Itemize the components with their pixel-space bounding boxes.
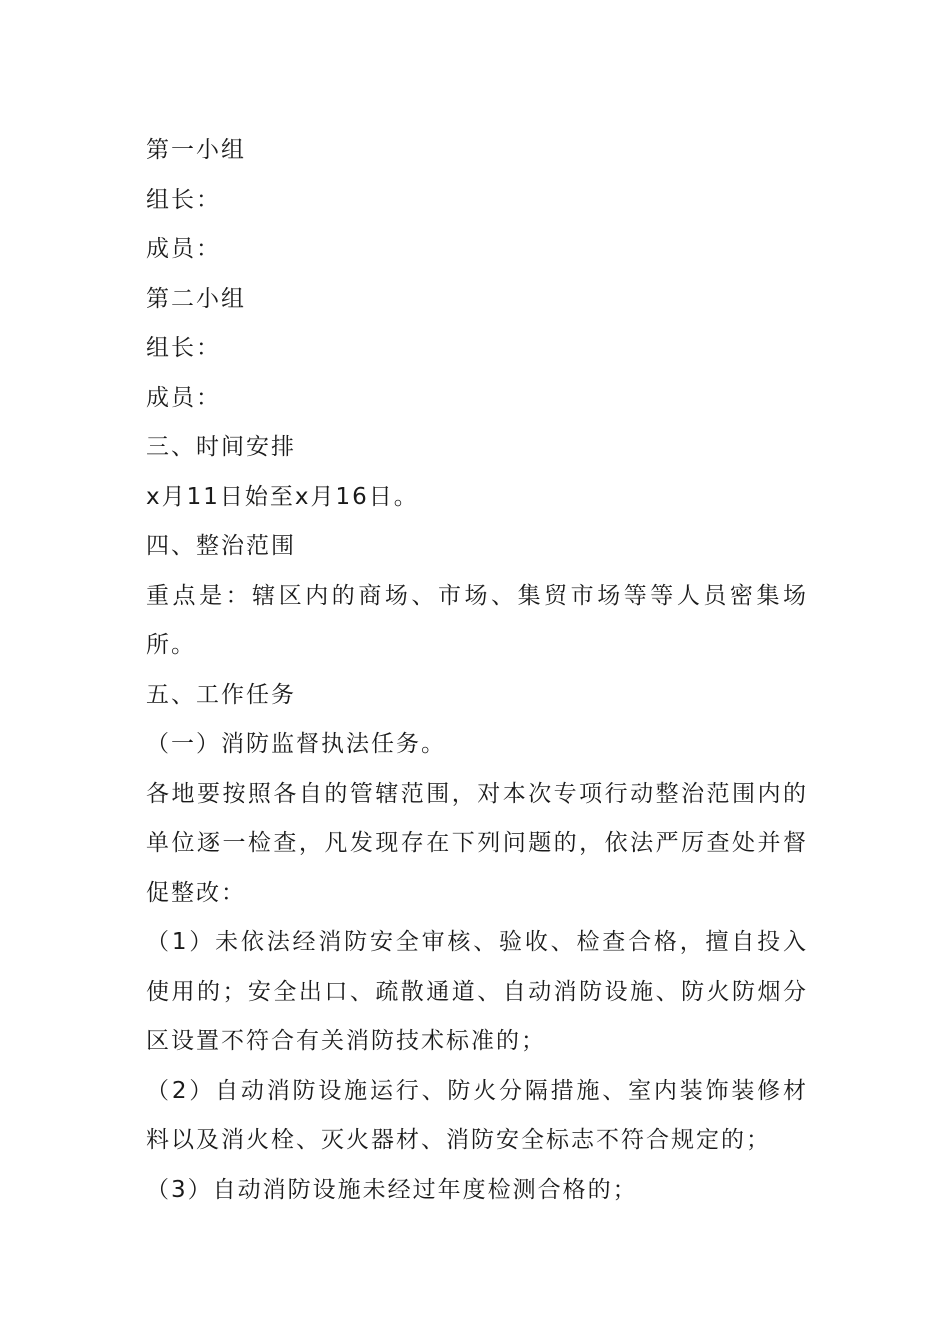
section-heading-schedule: 三、时间安排 <box>146 434 296 460</box>
group2-leader-label: 组长： <box>146 335 221 361</box>
document-body <box>146 126 808 1215</box>
scope-text: 重点是：辖区内的商场、市场、集贸市场等等人员密集场所。 <box>146 582 808 658</box>
group2-title: 第二小组 <box>146 285 246 312</box>
group1-members-label: 成员： <box>146 236 221 262</box>
list-item-1: （1）未依法经消防安全审核、验收、检查合格，擅自投入使用的；安全出口、疏散通道、自动消防设施、防火防烟分区设置不符合有关消防技术标准的； <box>146 929 808 1054</box>
group2-members-label: 成员： <box>146 384 221 411</box>
list-item-3: （3）自动消防设施未经过年度检测合格的； <box>146 1176 638 1203</box>
section-heading-tasks: 五、工作任务 <box>146 681 296 708</box>
section-heading-scope: 四、整治范围 <box>146 533 296 559</box>
group1-title: 第一小组 <box>146 137 246 163</box>
list-item-2: （2）自动消防设施运行、防火分隔措施、室内装饰装修材料以及消火栓、灭火器材、消防安全标志不符合规定的； <box>146 1077 808 1153</box>
subsection-heading-enforcement: （一）消防监督执法任务。 <box>146 731 446 757</box>
group1-leader-label: 组长： <box>146 186 221 213</box>
schedule-text: x月11日始至x月16日。 <box>146 483 419 510</box>
enforcement-intro-paragraph: 各地要按照各自的管辖范围，对本次专项行动整治范围内的单位逐一检查，凡发现存在下列问题的，依法严厉查处并督促整改： <box>146 780 808 906</box>
